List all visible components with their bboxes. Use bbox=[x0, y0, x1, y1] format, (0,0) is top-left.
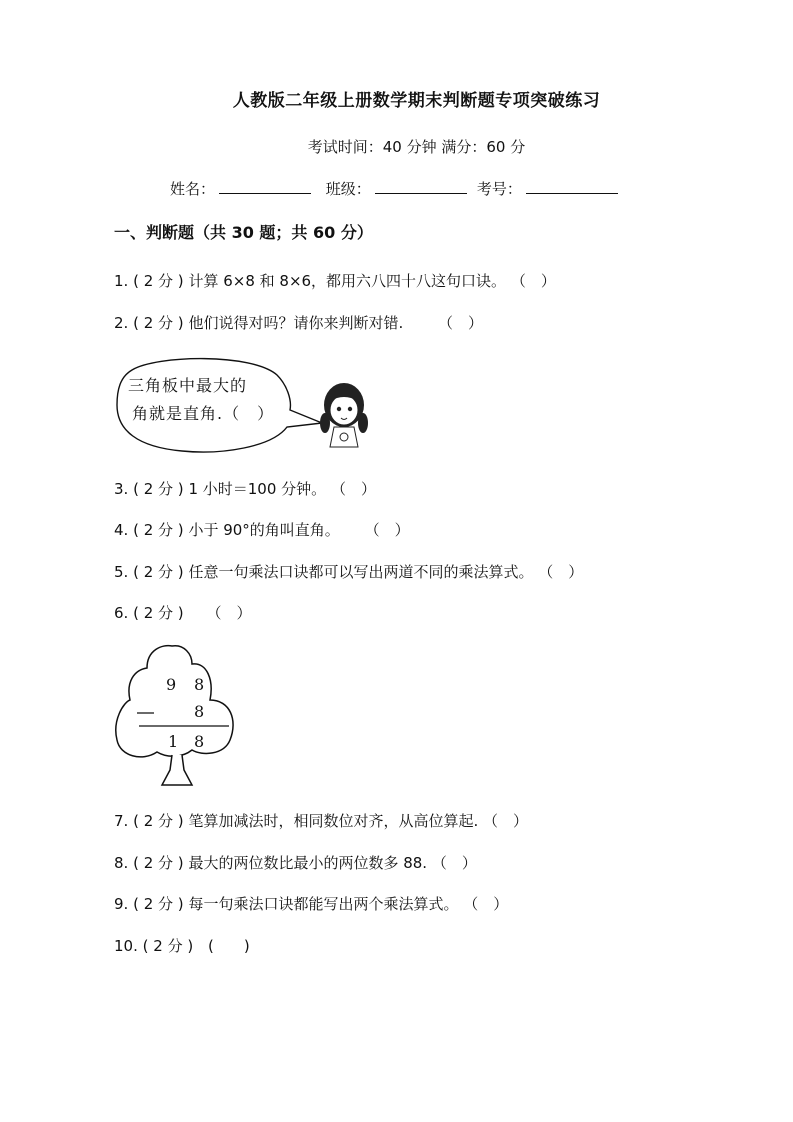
minuend-tens: 9 bbox=[166, 675, 177, 694]
question-score: ( 2 分 ) bbox=[133, 812, 184, 830]
bubble-line-2: 角就是直角.（ ） bbox=[132, 404, 275, 423]
question-score: ( 2 分 ) bbox=[133, 563, 184, 581]
subtrahend-ones: 8 bbox=[194, 702, 205, 721]
question-score: ( 2 分 ) bbox=[142, 937, 194, 955]
question-3 bbox=[114, 478, 376, 499]
answer-blank: （ ） bbox=[438, 314, 484, 332]
exam-time-and-score: 考试时间：40 分钟 满分：60 分 bbox=[307, 138, 526, 156]
answer-blank: （ ） bbox=[431, 854, 477, 872]
question-text: 小于 90°的角叫直角。 bbox=[188, 521, 340, 539]
question-text: 任意一句乘法口诀都可以写出两道不同的乘法算式。 bbox=[188, 563, 534, 581]
question-number: 10. bbox=[114, 937, 138, 955]
question-score: ( 2 分 ) bbox=[133, 521, 184, 539]
question-number: 7. bbox=[114, 812, 129, 830]
question-6 bbox=[114, 602, 251, 623]
question-4 bbox=[114, 519, 410, 540]
exam-number-blank bbox=[526, 181, 618, 194]
answer-blank: （ ） bbox=[330, 480, 376, 498]
question-text: 计算 6×8 和 8×6，都用六八四十八这句口诀。 bbox=[188, 272, 507, 290]
question-number: 1. bbox=[114, 272, 129, 290]
class-label: 班级： bbox=[325, 180, 371, 198]
question-number: 6. bbox=[114, 604, 129, 622]
class-blank bbox=[375, 181, 467, 194]
exam-number-label: 考号： bbox=[476, 180, 522, 198]
question-2 bbox=[114, 312, 483, 333]
speech-bubble-figure bbox=[112, 355, 382, 455]
question-number: 8. bbox=[114, 854, 129, 872]
question-text: 笔算加减法时，相同数位对齐，从高位算起. bbox=[188, 812, 479, 830]
question-1 bbox=[114, 270, 556, 291]
question-score: ( 2 分 ) bbox=[133, 854, 184, 872]
result-tens: 1 bbox=[168, 732, 179, 751]
girl-character-icon bbox=[320, 383, 368, 447]
answer-blank: （ ） bbox=[463, 895, 509, 913]
section-heading: 一、判断题（共 30 题；共 60 分） bbox=[114, 223, 373, 242]
tree-subtraction-figure bbox=[112, 640, 242, 790]
question-10 bbox=[114, 935, 250, 956]
question-text: 每一句乘法口诀都能写出两个乘法算式。 bbox=[188, 895, 459, 913]
bubble-line-1: 三角板中最大的 bbox=[128, 376, 248, 395]
answer-blank: ( ) bbox=[207, 937, 250, 955]
question-number: 5. bbox=[114, 563, 129, 581]
question-text: 1 小时＝100 分钟。 bbox=[188, 480, 327, 498]
tree-outline-icon bbox=[112, 640, 242, 790]
answer-blank: （ ） bbox=[206, 604, 252, 622]
question-number: 2. bbox=[114, 314, 129, 332]
name-label: 姓名： bbox=[170, 180, 216, 198]
document-title: 人教版二年级上册数学期末判断题专项突破练习 bbox=[232, 91, 601, 111]
answer-blank: （ ） bbox=[364, 521, 410, 539]
question-8 bbox=[114, 852, 477, 873]
name-blank bbox=[219, 181, 311, 194]
question-text: 最大的两位数比最小的两位数多 88. bbox=[188, 854, 428, 872]
question-score: ( 2 分 ) bbox=[133, 314, 184, 332]
question-score: ( 2 分 ) bbox=[133, 604, 184, 622]
answer-blank: （ ） bbox=[510, 272, 556, 290]
question-9 bbox=[114, 893, 508, 914]
question-number: 4. bbox=[114, 521, 129, 539]
question-score: ( 2 分 ) bbox=[133, 272, 184, 290]
result-ones: 8 bbox=[194, 732, 205, 751]
answer-blank: （ ） bbox=[538, 563, 584, 581]
question-score: ( 2 分 ) bbox=[133, 895, 184, 913]
answer-blank: （ ） bbox=[483, 812, 529, 830]
question-score: ( 2 分 ) bbox=[133, 480, 184, 498]
question-text: 他们说得对吗？请你来判断对错. bbox=[188, 314, 404, 332]
question-5 bbox=[114, 561, 583, 582]
question-number: 9. bbox=[114, 895, 129, 913]
student-info-row bbox=[170, 178, 628, 199]
minuend-ones: 8 bbox=[194, 675, 205, 694]
question-7 bbox=[114, 810, 528, 831]
question-number: 3. bbox=[114, 480, 129, 498]
